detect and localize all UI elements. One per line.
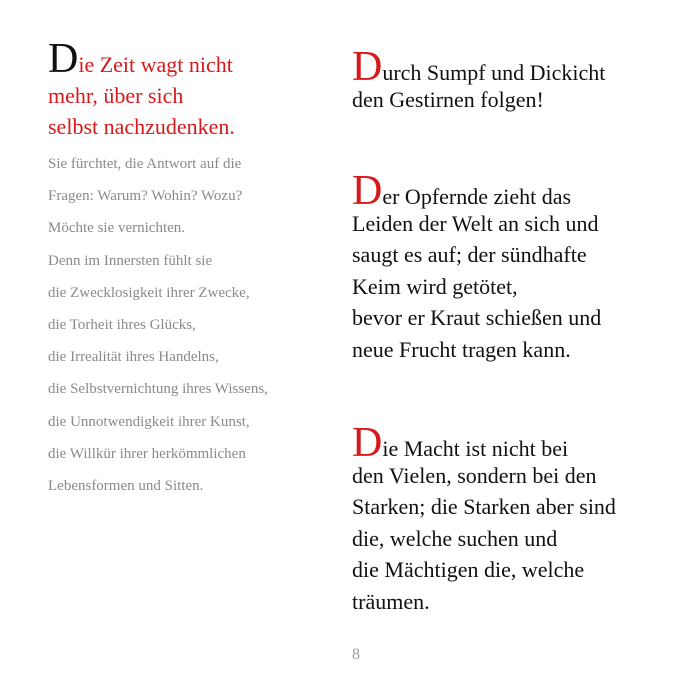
body-line: die Willkür ihrer herkömmlichen (48, 445, 246, 462)
paragraph-line: Der Opfernde zieht das (352, 168, 572, 214)
paragraph-line: Durch Sumpf und Dickicht (352, 44, 606, 90)
dropcap: D (352, 44, 383, 90)
body-line: Möchte sie vernichten. (48, 220, 186, 237)
paragraph-line: den Vielen, sondern bei den (352, 462, 597, 488)
paragraph-line: die Mächtigen die, welche (352, 557, 585, 582)
body-line: die Torheit ihres Glücks, (48, 316, 196, 333)
paragraph-line: Leiden der Welt an sich und (352, 210, 599, 236)
body-line: Lebensformen und Sitten. (48, 477, 204, 494)
left-body-text (48, 148, 328, 502)
body-line: Fragen: Warum? Wohin? Wozu? (48, 188, 243, 205)
right-paragraph-1 (352, 44, 606, 115)
paragraph-line: Starken; die Starken aber sind (352, 494, 616, 519)
body-line: die Unnotwendigkeit ihrer Kunst, (48, 413, 250, 430)
paragraph-line: neue Frucht tragen kann. (352, 336, 571, 362)
paragraph-line: Die Macht ist nicht bei (352, 420, 569, 466)
dropcap: D (352, 420, 383, 466)
lead-line: Die Zeit wagt nicht (48, 36, 233, 82)
paragraph-line: den Gestirnen folgen! (352, 86, 544, 112)
paragraph-line: saugt es auf; der sündhafte (352, 242, 587, 267)
paragraph-line: bevor er Kraut schießen und (352, 305, 602, 330)
body-line: Denn im Innersten fühlt sie (48, 252, 213, 269)
lead-line: mehr, über sich (48, 83, 184, 108)
body-line: die Zwecklosigkeit ihrer Zwecke, (48, 284, 250, 301)
paragraph-line: Keim wird getötet, (352, 273, 518, 299)
right-paragraph-3 (352, 420, 616, 617)
paragraph-line: träumen. (352, 588, 430, 614)
body-line: die Selbstvernichtung ihres Wissens, (48, 381, 268, 398)
body-line: Sie fürchtet, die Antwort auf die (48, 156, 242, 172)
right-paragraph-2 (352, 168, 602, 365)
paragraph-line: die, welche suchen und (352, 525, 558, 551)
page-number: 8 (352, 646, 360, 663)
left-column (48, 36, 328, 502)
dropcap: D (352, 168, 383, 214)
left-lead-paragraph (48, 36, 328, 142)
lead-line: selbst nachzudenken. (48, 114, 235, 139)
dropcap: D (48, 36, 79, 82)
body-line: die Irrealität ihres Handelns, (48, 349, 219, 366)
